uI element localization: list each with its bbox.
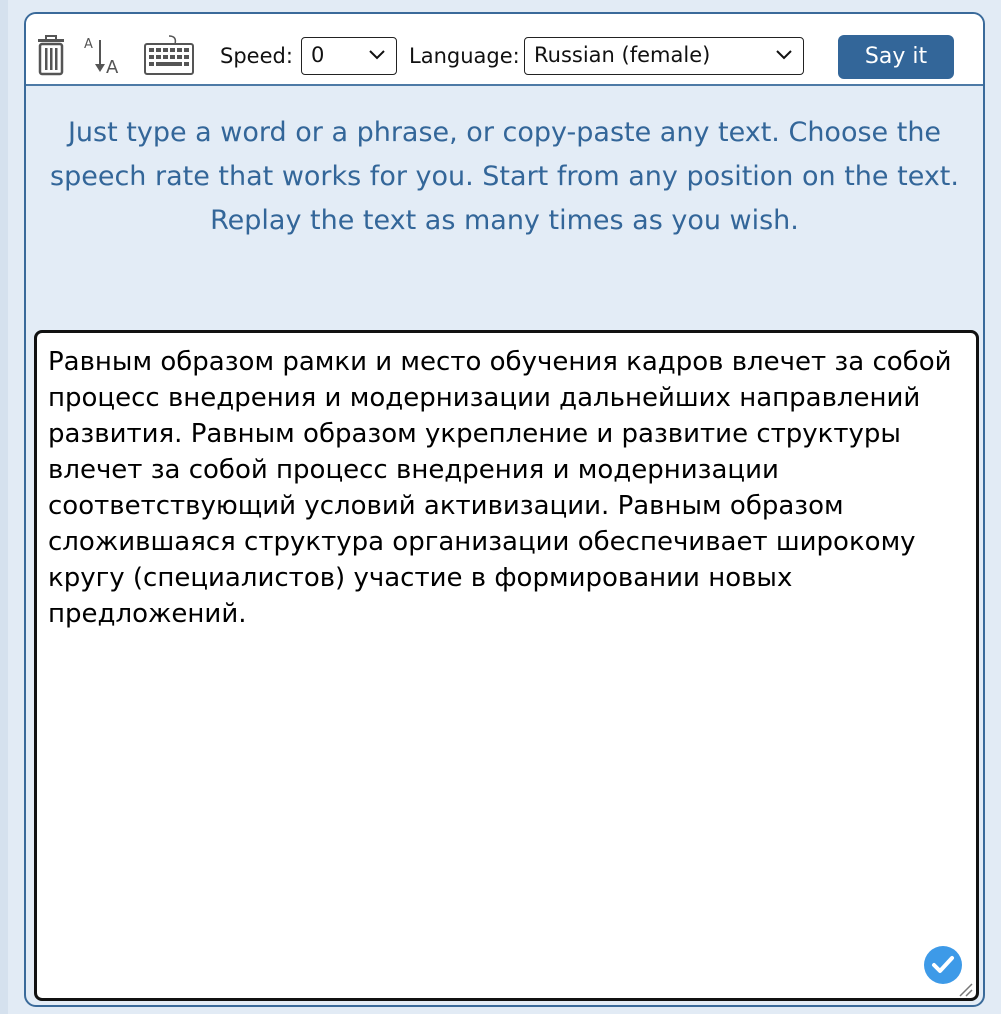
chevron-down-icon [775,48,793,62]
say-it-button[interactable]: Say it [838,35,954,79]
svg-text:A: A [84,37,93,52]
language-value: Russian (female) [534,43,711,67]
chevron-down-icon [368,48,386,62]
tts-app-panel [24,12,985,1007]
speed-value: 0 [311,43,325,67]
toolbar [26,14,983,86]
speed-select[interactable] [301,37,397,75]
page-edge [0,0,8,1014]
speed-label: Speed: [220,44,293,68]
svg-text:A: A [106,57,119,76]
language-label: Language: [409,44,520,68]
language-select[interactable] [524,37,804,75]
intro-text: Just type a word or a phrase, or copy-paste any text. Choose the speech rate that works for you. Start from any position on the text. Replay the text as many times as you wish. [50,117,959,236]
keyboard-icon[interactable] [143,34,195,76]
check-circle-icon[interactable] [923,945,963,985]
text-input-area[interactable]: Равным образом рамки и место обучения кадров влечет за собой процесс внедрения и модернизации дальнейших направлений развития. Равным образом укрепление и развитие структуры влечет за собой процесс внедрения и модернизации соответствующий условий активизации. Равным образом сложившаяся структура организации обеспечивает широкому кругу (специалистов) участие в формировании новых предложений. [34,330,979,1001]
trash-icon[interactable] [36,34,66,76]
sort-az-icon[interactable] [81,34,127,76]
resize-handle-icon[interactable] [956,980,974,998]
